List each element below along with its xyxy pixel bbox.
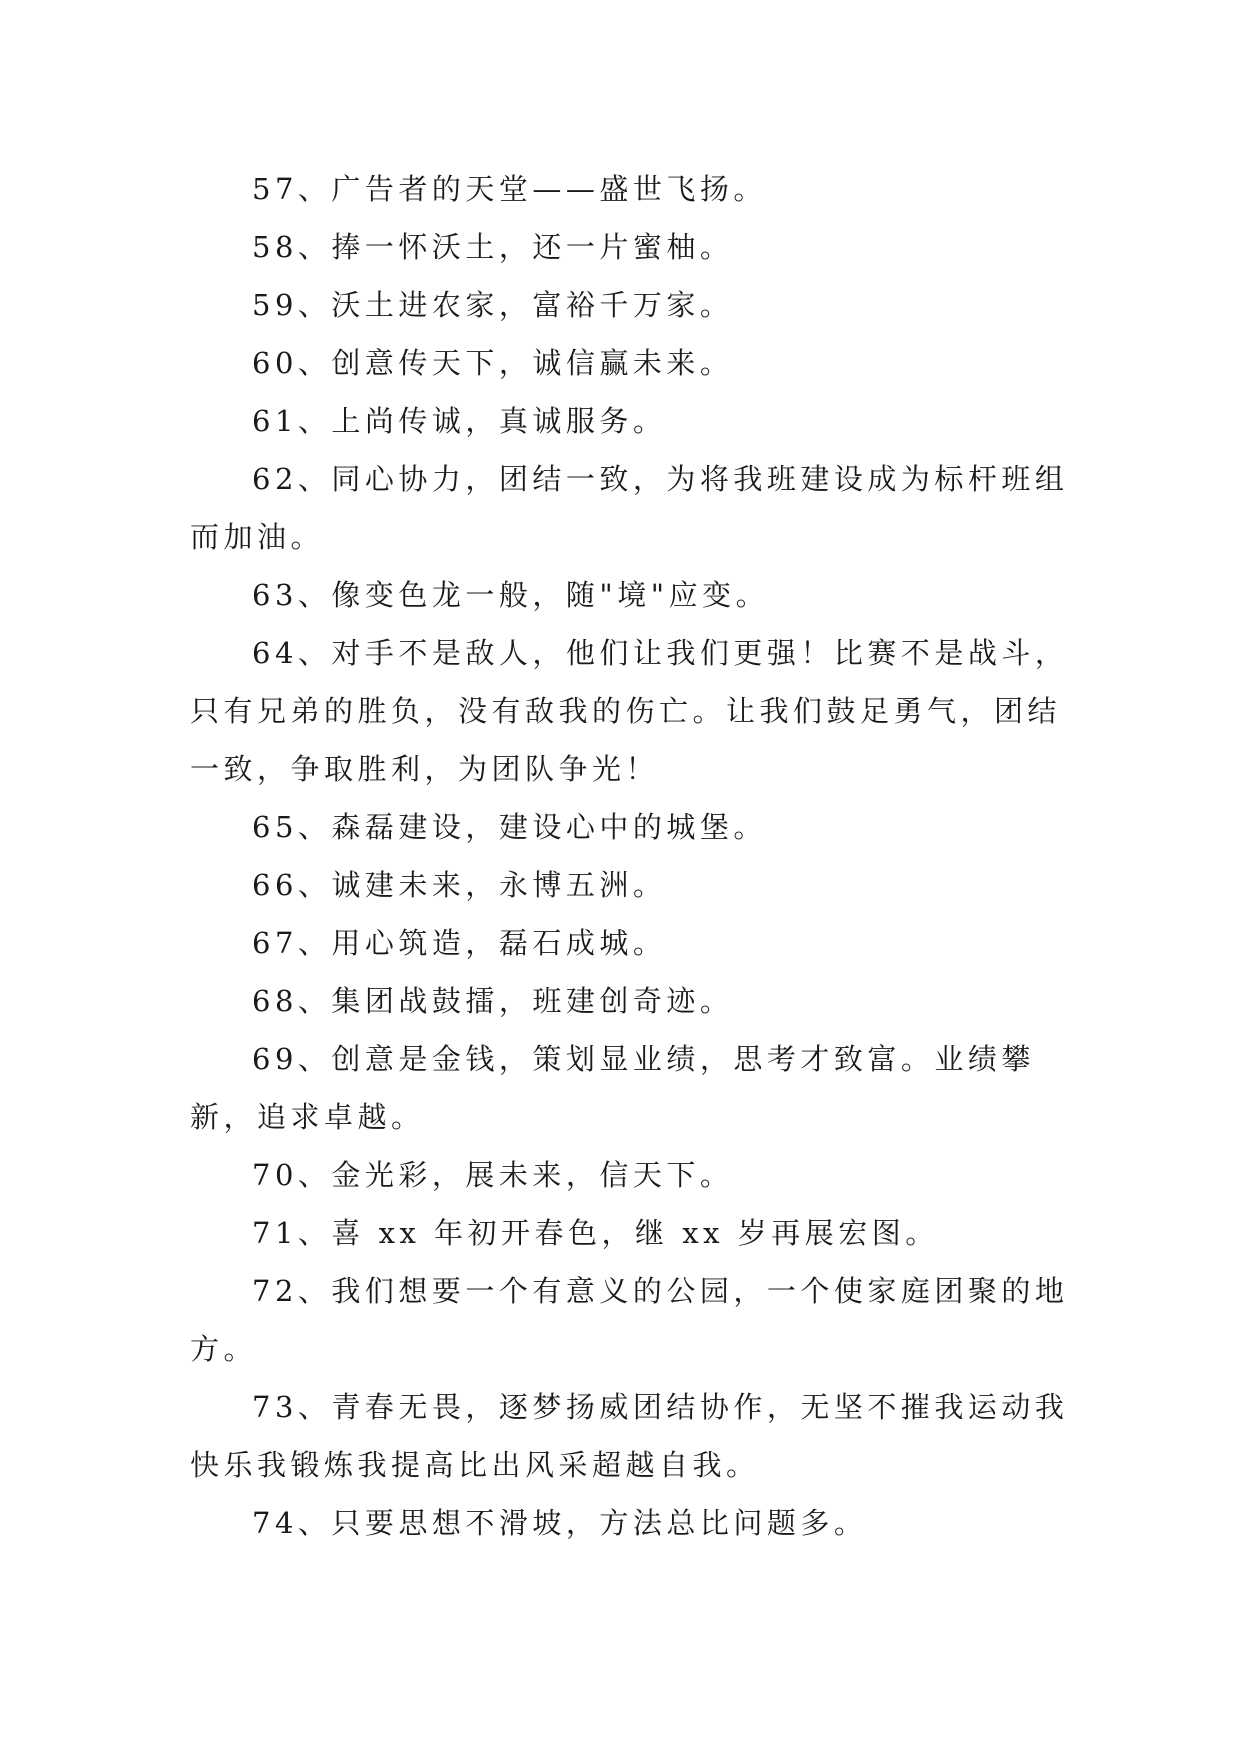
slogan-item-71: 71、喜 xx 年初开春色，继 xx 岁再展宏图。 bbox=[252, 1216, 939, 1250]
slogan-item-64: 64、对手不是敌人，他们让我们更强！比赛不是战斗，只有兄弟的胜负，没有敌我的伤亡。让我们鼓足勇气，团结一致，争取胜利，为团队争光！ bbox=[190, 636, 1069, 786]
slogan-item-70: 70、金光彩，展未来，信天下。 bbox=[252, 1158, 734, 1192]
slogan-item-67: 67、用心筑造，磊石成城。 bbox=[252, 926, 667, 960]
slogan-item-61: 61、上尚传诚，真诚服务。 bbox=[252, 404, 667, 438]
slogan-item-62: 62、同心协力，团结一致，为将我班建设成为标杆班组而加油。 bbox=[190, 462, 1069, 554]
slogan-item-73: 73、青春无畏，逐梦扬威团结协作，无坚不摧我运动我快乐我锻炼我提高比出风采超越自我。 bbox=[190, 1390, 1069, 1482]
slogan-item-66: 66、诚建未来，永博五洲。 bbox=[252, 868, 667, 902]
slogan-item-74: 74、只要思想不滑坡，方法总比问题多。 bbox=[252, 1506, 868, 1540]
slogan-item-57: 57、广告者的天堂——盛世飞扬。 bbox=[252, 172, 767, 206]
slogan-item-60: 60、创意传天下，诚信赢未来。 bbox=[252, 346, 734, 380]
slogan-item-59: 59、沃土进农家，富裕千万家。 bbox=[252, 288, 734, 322]
slogan-item-65: 65、森磊建设，建设心中的城堡。 bbox=[252, 810, 767, 844]
slogan-item-72: 72、我们想要一个有意义的公园，一个使家庭团聚的地方。 bbox=[190, 1274, 1069, 1366]
slogan-item-69: 69、创意是金钱，策划显业绩，思考才致富。业绩攀新，追求卓越。 bbox=[190, 1042, 1035, 1134]
slogan-item-58: 58、捧一怀沃土，还一片蜜柚。 bbox=[252, 230, 734, 264]
slogan-item-63: 63、像变色龙一般，随"境"应变。 bbox=[252, 578, 770, 612]
document-body bbox=[190, 160, 1070, 1552]
slogan-item-68: 68、集团战鼓擂，班建创奇迹。 bbox=[252, 984, 734, 1018]
